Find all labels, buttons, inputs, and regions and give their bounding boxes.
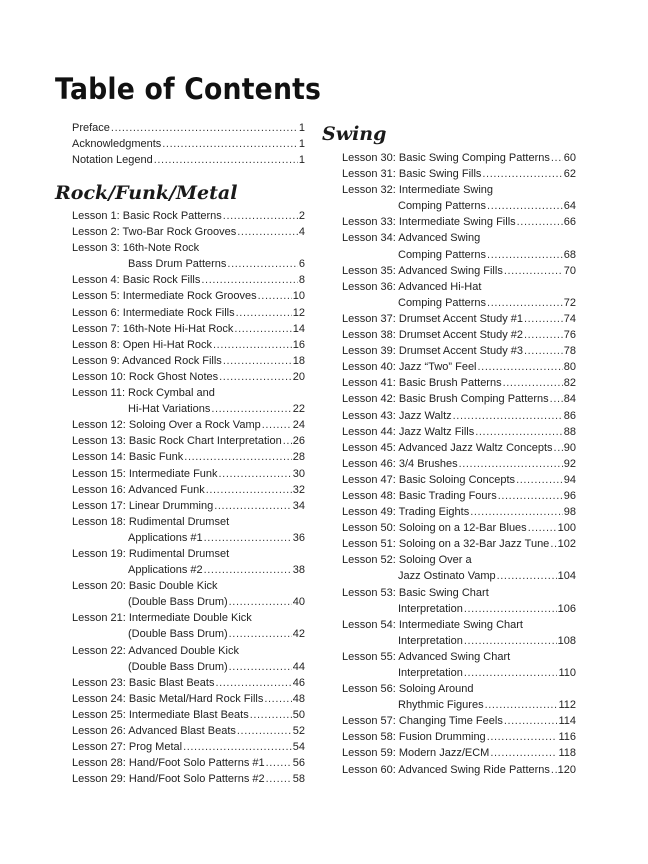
entry-title: Lesson 42: Basic Brush Comping Patterns [342, 393, 549, 406]
page-number: 90 [563, 441, 576, 454]
toc-entry[interactable] [342, 745, 576, 761]
page-number: 12 [292, 306, 305, 319]
page-title: Table of Contents [55, 72, 322, 106]
entry-title: Lesson 48: Basic Trading Fours [342, 489, 497, 502]
toc-entry-continuation[interactable] [342, 198, 576, 214]
entry-title: Jazz Ostinato Vamp [398, 570, 496, 583]
dot-leader [223, 353, 292, 369]
page-number: 28 [292, 451, 305, 464]
entry-title: Lesson 39: Drumset Accent Study #3 [342, 345, 523, 358]
dot-leader [211, 401, 291, 417]
dot-leader [204, 562, 292, 578]
entry-title: Lesson 33: Intermediate Swing Fills [342, 216, 516, 229]
dot-leader [234, 321, 291, 337]
entry-title: Comping Patterns [398, 248, 487, 261]
toc-entry-continuation[interactable] [72, 626, 305, 642]
page-number: 104 [557, 570, 576, 583]
toc-entry-continuation[interactable] [342, 601, 576, 617]
toc-entry-continuation[interactable] [342, 633, 576, 649]
entry-title: Lesson 50: Soloing on a 12-Bar Blues [342, 522, 527, 535]
entry-title: Lesson 40: Jazz “Two” Feel [342, 361, 477, 374]
dot-leader [464, 601, 557, 617]
dot-leader [470, 504, 563, 520]
dot-leader [487, 729, 558, 745]
toc-entry[interactable] [72, 771, 305, 787]
entry-title: Lesson 41: Basic Brush Patterns [342, 377, 502, 390]
entry-title: Lesson 44: Jazz Waltz Fills [342, 425, 475, 438]
dot-leader [111, 120, 298, 136]
dot-leader [223, 208, 298, 224]
page-number: 42 [292, 628, 305, 641]
toc-entry-continuation[interactable] [72, 401, 305, 417]
dot-leader [264, 691, 291, 707]
dot-leader [237, 723, 292, 739]
entry-title: Notation Legend [72, 154, 153, 167]
page-number: 84 [563, 393, 576, 406]
entry-title: Lesson 7: 16th-Note Hi-Hat Rock [72, 322, 234, 335]
entry-title: Lesson 47: Basic Soloing Concepts [342, 473, 516, 486]
toc-entry-continuation[interactable] [342, 665, 576, 681]
dot-leader [213, 337, 292, 353]
page-number: 1 [298, 154, 305, 167]
page-number: 16 [292, 338, 305, 351]
page-number: 120 [557, 763, 576, 776]
front-matter-list [72, 120, 305, 168]
page-number: 94 [563, 473, 576, 486]
toc-entry[interactable] [72, 288, 305, 304]
dot-leader [485, 697, 558, 713]
page-number: 4 [298, 226, 305, 239]
entry-title: Lesson 34: Advanced Swing [342, 232, 481, 245]
toc-entry[interactable] [342, 182, 576, 198]
toc-list [72, 208, 305, 787]
dot-leader [237, 224, 298, 240]
page-number: 8 [298, 274, 305, 287]
dot-leader [236, 305, 292, 321]
dot-leader [524, 343, 563, 359]
entry-title: Lesson 46: 3/4 Brushes [342, 457, 458, 470]
page-number: 50 [292, 708, 305, 721]
page-number: 14 [292, 322, 305, 335]
entry-title: Lesson 57: Changing Time Feels [342, 715, 503, 728]
entry-title: Applications #1 [128, 531, 203, 544]
toc-entry[interactable] [72, 578, 305, 594]
entry-title: (Double Bass Drum) [128, 596, 228, 609]
entry-title: Lesson 10: Rock Ghost Notes [72, 370, 219, 383]
toc-entry[interactable] [342, 504, 576, 520]
entry-title: Lesson 20: Basic Double Kick [72, 580, 218, 593]
entry-title: Lesson 14: Basic Funk [72, 451, 184, 464]
dot-leader [262, 417, 292, 433]
entry-title: Bass Drum Patterns [128, 258, 227, 271]
dot-leader [206, 482, 292, 498]
dot-leader [524, 311, 563, 327]
entry-title: Lesson 1: Basic Rock Patterns [72, 210, 222, 222]
entry-title: Lesson 21: Intermediate Double Kick [72, 612, 252, 625]
toc-entry[interactable] [342, 585, 576, 601]
dot-leader [229, 659, 292, 675]
page-number: 108 [557, 634, 576, 647]
dot-leader [517, 214, 563, 230]
toc-entry[interactable] [342, 391, 576, 407]
dot-leader [528, 520, 557, 536]
entry-title: Lesson 6: Intermediate Rock Fills [72, 306, 235, 319]
dot-leader [154, 152, 298, 168]
entry-title: Interpretation [398, 602, 463, 615]
entry-title: Lesson 3: 16th-Note Rock [72, 242, 200, 255]
page-number: 80 [563, 361, 576, 374]
toc-entry[interactable] [72, 723, 305, 739]
dot-leader [283, 433, 292, 449]
page-number: 54 [292, 741, 305, 754]
entry-title: Lesson 30: Basic Swing Comping Patterns [342, 152, 550, 164]
page-number: 110 [558, 667, 576, 679]
dot-leader [497, 568, 557, 584]
toc-entry[interactable] [342, 681, 576, 697]
dot-leader [250, 707, 292, 723]
section-rock-funk-metal [55, 179, 305, 787]
dot-leader [266, 755, 292, 771]
entry-title: Lesson 43: Jazz Waltz [342, 409, 452, 422]
page-number: 64 [563, 200, 576, 213]
toc-entry[interactable] [342, 311, 576, 327]
page-number: 6 [298, 258, 305, 271]
toc-entry[interactable] [72, 546, 305, 562]
entry-title: Interpretation [398, 634, 463, 647]
entry-title: Interpretation [398, 667, 463, 679]
entry-title: Lesson 59: Modern Jazz/ECM [342, 747, 490, 760]
dot-leader [551, 150, 563, 166]
toc-entry[interactable] [342, 456, 576, 472]
section-heading: Rock/Funk/Metal [55, 182, 238, 204]
toc-entry-continuation[interactable] [72, 256, 305, 272]
toc-entry[interactable] [72, 449, 305, 465]
toc-entry-continuation[interactable] [72, 562, 305, 578]
page-number: 100 [557, 522, 576, 535]
page-number: 70 [563, 264, 576, 277]
dot-leader [487, 295, 563, 311]
entry-title: Lesson 18: Rudimental Drumset [72, 515, 230, 528]
entry-title: Lesson 58: Fusion Drumming [342, 731, 486, 744]
page-number: 46 [292, 676, 305, 689]
page-number: 1 [298, 122, 305, 134]
toc-entry[interactable] [72, 321, 305, 337]
entry-title: Lesson 25: Intermediate Blast Beats [72, 708, 249, 721]
entry-title: Lesson 24: Basic Metal/Hard Rock Fills [72, 692, 264, 705]
entry-title: Lesson 29: Hand/Foot Solo Patterns #2 [72, 773, 265, 786]
dot-leader [550, 536, 556, 552]
page-number: 20 [292, 370, 305, 383]
dot-leader [227, 256, 297, 272]
toc-entry[interactable] [342, 214, 576, 230]
page-number: 86 [563, 409, 576, 422]
toc-entry[interactable] [342, 150, 576, 166]
page-number: 1 [298, 138, 305, 151]
entry-title: Lesson 2: Two-Bar Rock Grooves [72, 226, 237, 239]
dot-leader [475, 424, 563, 440]
page-number: 30 [292, 467, 305, 480]
page-number: 22 [292, 403, 305, 416]
toc-entry[interactable] [342, 279, 576, 295]
page-number: 52 [292, 725, 305, 737]
entry-title: Comping Patterns [398, 200, 487, 213]
entry-title: Lesson 28: Hand/Foot Solo Patterns #1 [72, 757, 265, 770]
entry-title: Lesson 12: Soloing Over a Rock Vamp [72, 419, 261, 432]
page-number: 96 [563, 489, 576, 502]
page-number: 48 [292, 692, 305, 705]
entry-title: Lesson 37: Drumset Accent Study #1 [342, 312, 523, 325]
toc-entry-continuation[interactable] [342, 247, 576, 263]
page-number: 18 [292, 354, 305, 367]
dot-leader [162, 136, 298, 152]
dot-leader [464, 633, 557, 649]
entry-title: Lesson 56: Soloing Around [342, 683, 474, 696]
page-number: 114 [558, 715, 576, 728]
toc-entry[interactable] [342, 520, 576, 536]
toc-entry[interactable] [72, 152, 305, 168]
toc-entry[interactable] [72, 353, 305, 369]
page-number: 26 [292, 435, 305, 448]
entry-title: Lesson 49: Trading Eights [342, 506, 470, 519]
entry-title: Lesson 55: Advanced Swing Chart [342, 650, 511, 663]
dot-leader [183, 739, 292, 755]
dot-leader [503, 375, 563, 391]
page-number: 10 [292, 290, 305, 303]
toc-entry[interactable] [72, 707, 305, 723]
toc-entry[interactable] [72, 739, 305, 755]
page-number: 78 [563, 345, 576, 358]
toc-entry[interactable] [72, 433, 305, 449]
toc-entry[interactable] [72, 675, 305, 691]
page-number: 116 [558, 731, 576, 744]
dot-leader [219, 369, 292, 385]
dot-leader [490, 745, 557, 761]
dot-leader [219, 466, 292, 482]
dot-leader [524, 327, 563, 343]
entry-title: (Double Bass Drum) [128, 660, 228, 673]
dot-leader [215, 675, 291, 691]
toc-entry[interactable] [72, 208, 305, 224]
toc-entry[interactable] [72, 272, 305, 288]
entry-title: Lesson 9: Advanced Rock Fills [72, 354, 222, 367]
dot-leader [504, 713, 558, 729]
page-number: 36 [292, 531, 305, 544]
entry-title: Lesson 27: Prog Metal [72, 741, 183, 754]
entry-title: Lesson 52: Soloing Over a [342, 554, 472, 567]
dot-leader [266, 771, 292, 787]
dot-leader [516, 472, 563, 488]
toc-entry[interactable] [72, 466, 305, 482]
page-number: 32 [292, 483, 305, 496]
toc-entry-continuation[interactable] [72, 594, 305, 610]
toc-entry[interactable] [342, 343, 576, 359]
toc-entry[interactable] [342, 713, 576, 729]
toc-entry[interactable] [342, 488, 576, 504]
toc-entry[interactable] [72, 610, 305, 626]
entry-title: Lesson 32: Intermediate Swing [342, 184, 494, 197]
page-number: 72 [563, 296, 576, 309]
entry-title: Comping Patterns [398, 296, 487, 309]
entry-title: Lesson 53: Basic Swing Chart [342, 586, 489, 599]
entry-title: Lesson 17: Linear Drumming [72, 499, 214, 512]
toc-entry[interactable] [342, 440, 576, 456]
entry-title: Lesson 51: Soloing on a 32-Bar Jazz Tune [342, 538, 550, 551]
dot-leader [464, 665, 558, 681]
dot-leader [498, 488, 563, 504]
entry-title: Lesson 19: Rudimental Drumset [72, 547, 230, 560]
toc-entry[interactable] [342, 375, 576, 391]
toc-entry[interactable] [72, 136, 305, 152]
entry-title: Lesson 11: Rock Cymbal and [72, 387, 215, 400]
page-number: 102 [557, 538, 576, 551]
toc-entry[interactable] [72, 514, 305, 530]
toc-entry[interactable] [72, 305, 305, 321]
toc-entry[interactable] [72, 482, 305, 498]
dot-leader [478, 359, 563, 375]
toc-entry[interactable] [72, 691, 305, 707]
page-number: 24 [292, 419, 305, 432]
page-number: 112 [558, 699, 576, 712]
entry-title: Lesson 23: Basic Blast Beats [72, 676, 215, 689]
toc-entry[interactable] [342, 729, 576, 745]
toc-entry[interactable] [342, 327, 576, 343]
toc-entry[interactable] [72, 385, 305, 401]
toc-entry[interactable] [342, 263, 576, 279]
toc-entry-continuation[interactable] [342, 295, 576, 311]
page-number: 68 [563, 248, 576, 261]
toc-entry[interactable] [72, 120, 305, 136]
entry-title: Applications #2 [128, 564, 203, 577]
toc-entry[interactable] [72, 369, 305, 385]
page-number: 38 [292, 564, 305, 577]
toc-entry[interactable] [342, 552, 576, 568]
dot-leader [551, 762, 557, 778]
toc-entry[interactable] [342, 166, 576, 182]
toc-entry-continuation[interactable] [72, 530, 305, 546]
entry-title: (Double Bass Drum) [128, 628, 228, 641]
page-number: 74 [563, 312, 576, 325]
toc-list [342, 150, 576, 778]
toc-entry[interactable] [342, 649, 576, 665]
entry-title: Lesson 22: Advanced Double Kick [72, 644, 239, 657]
toc-entry[interactable] [72, 498, 305, 514]
entry-title: Lesson 16: Advanced Funk [72, 483, 205, 496]
entry-title: Lesson 54: Intermediate Swing Chart [342, 618, 523, 631]
toc-entry[interactable] [342, 617, 576, 633]
page-number: 66 [563, 216, 576, 229]
toc-entry[interactable] [342, 230, 576, 246]
page-number: 44 [292, 660, 305, 673]
entry-title: Rhythmic Figures [398, 699, 484, 712]
entry-title: Lesson 45: Advanced Jazz Waltz Concepts [342, 441, 553, 454]
dot-leader [459, 456, 563, 472]
page-number: 88 [563, 425, 576, 438]
page-number: 98 [563, 506, 576, 519]
entry-title: Lesson 38: Drumset Accent Study #2 [342, 329, 523, 342]
toc-entry[interactable] [342, 536, 576, 552]
dot-leader [229, 594, 292, 610]
entry-title: Lesson 35: Advanced Swing Fills [342, 264, 503, 277]
toc-entry[interactable] [72, 240, 305, 256]
toc-entry-continuation[interactable] [342, 568, 576, 584]
dot-leader [482, 166, 562, 182]
page-number: 82 [563, 377, 576, 390]
page-number: 76 [563, 329, 576, 342]
toc-entry[interactable] [342, 424, 576, 440]
page-number: 34 [292, 499, 305, 512]
entry-title: Lesson 8: Open Hi-Hat Rock [72, 338, 213, 351]
dot-leader [229, 626, 292, 642]
page-number: 40 [292, 596, 305, 609]
page-number: 56 [292, 757, 305, 770]
entry-title: Preface [72, 122, 110, 134]
toc-entry[interactable] [342, 359, 576, 375]
page-number: 106 [557, 602, 576, 615]
toc-entry[interactable] [72, 417, 305, 433]
page-number: 62 [563, 168, 576, 181]
toc-entry[interactable] [72, 224, 305, 240]
dot-leader [201, 272, 297, 288]
dot-leader [487, 247, 563, 263]
entry-title: Hi-Hat Variations [128, 403, 211, 416]
page-number: 60 [563, 152, 576, 164]
entry-title: Lesson 26: Advanced Blast Beats [72, 725, 236, 737]
toc-entry[interactable] [72, 337, 305, 353]
dot-leader [184, 449, 291, 465]
entry-title: Lesson 36: Advanced Hi-Hat [342, 280, 482, 293]
page-number: 92 [563, 457, 576, 470]
dot-leader [453, 408, 563, 424]
toc-entry-continuation[interactable] [342, 697, 576, 713]
entry-title: Lesson 60: Advanced Swing Ride Patterns [342, 763, 550, 776]
toc-entry[interactable] [342, 472, 576, 488]
section-heading: Swing [322, 123, 387, 145]
entry-title: Lesson 4: Basic Rock Fills [72, 274, 201, 287]
entry-title: Lesson 5: Intermediate Rock Grooves [72, 290, 257, 303]
dot-leader [258, 288, 292, 304]
dot-leader [554, 440, 563, 456]
dot-leader [204, 530, 292, 546]
toc-entry[interactable] [72, 755, 305, 771]
dot-leader [504, 263, 563, 279]
toc-entry[interactable] [342, 762, 576, 778]
page-number: 118 [558, 747, 576, 760]
page-number: 2 [298, 210, 305, 222]
entry-title: Lesson 13: Basic Rock Chart Interpretation [72, 435, 282, 448]
dot-leader [487, 198, 563, 214]
toc-entry[interactable] [342, 408, 576, 424]
entry-title: Lesson 31: Basic Swing Fills [342, 168, 482, 181]
toc-entry[interactable] [72, 643, 305, 659]
entry-title: Lesson 15: Intermediate Funk [72, 467, 218, 480]
dot-leader [214, 498, 292, 514]
section-swing [322, 120, 576, 778]
entry-title: Acknowledgments [72, 138, 162, 151]
dot-leader [550, 391, 563, 407]
toc-entry-continuation[interactable] [72, 659, 305, 675]
page-number: 58 [292, 773, 305, 786]
